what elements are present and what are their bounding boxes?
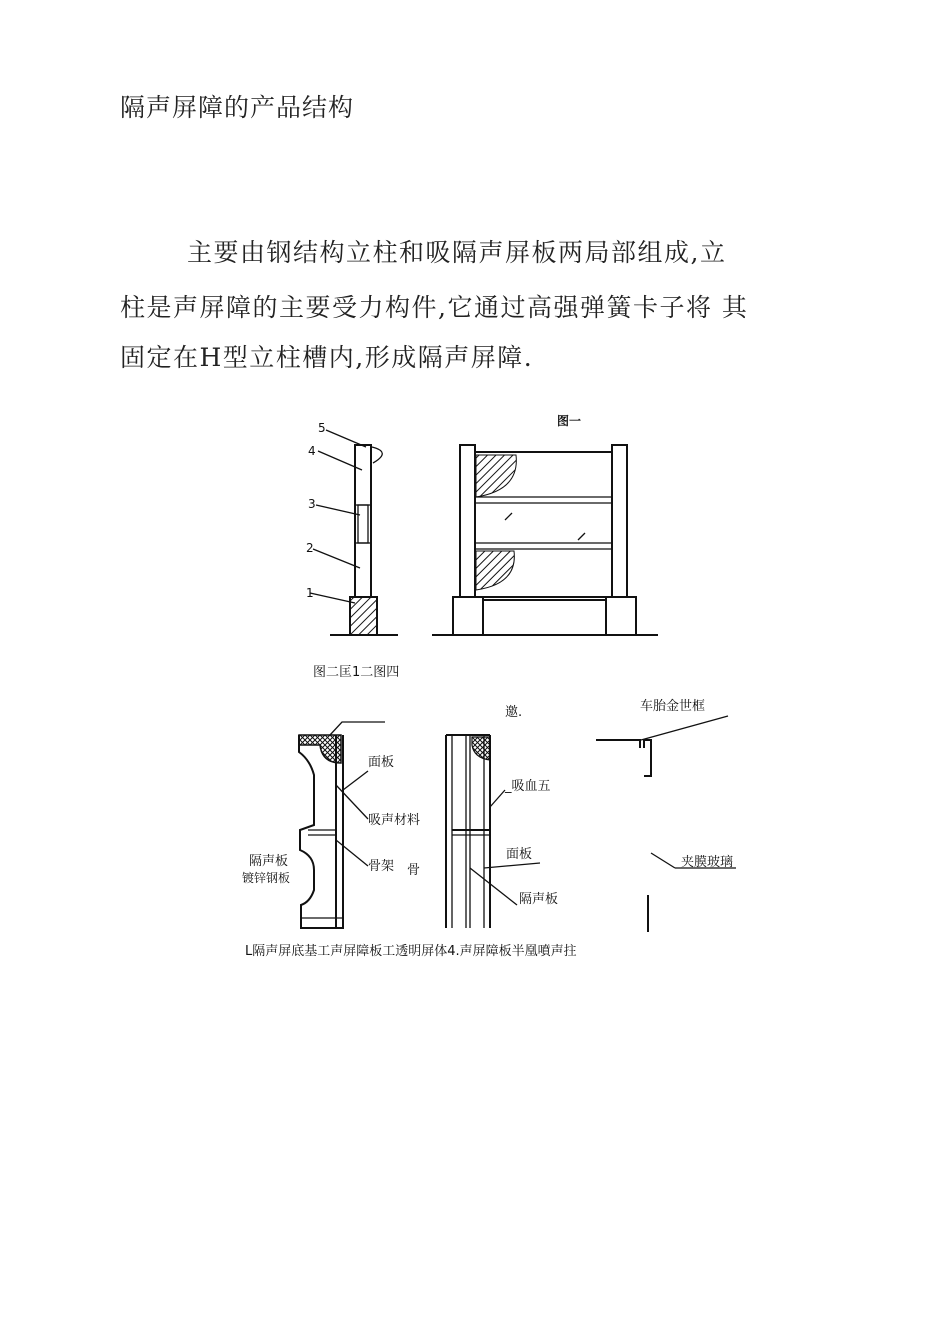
label-face-panel-left: 面板 <box>368 755 395 770</box>
label-frame-mark: 骨 <box>407 863 421 878</box>
callout-number-1: 1 <box>306 586 314 600</box>
label-sound-board-middle: 隔声板 <box>519 892 559 907</box>
section-heading: 隔声屏障的产品结构 <box>120 93 355 122</box>
top-figure-caption: 图二匡1二图四 <box>313 665 400 680</box>
paragraph-line-1: 主要由钢结构立柱和吸隔声屏板两局部组成,立 <box>187 238 727 267</box>
label-galvanized-steel: 镀锌钢板 <box>242 871 291 885</box>
side-view-post <box>310 430 398 635</box>
callout-number-3: 3 <box>308 497 316 511</box>
label-rubber-frame: 车胎金世框 <box>640 699 706 714</box>
label-absorb-middle: _吸血五 <box>505 779 551 794</box>
label-face-panel-middle: 面板 <box>506 847 533 862</box>
panel-section-right <box>596 716 736 932</box>
bottom-figure-caption: L隔声屏底基工声屏障板工透明屏体4.声屏障板半凰噴声拄 <box>245 944 577 959</box>
paragraph-line-2: 柱是声屏障的主要受力构件,它通过高强弹簧卡子将 其 <box>120 293 749 322</box>
label-sound-board-side: 隔声板 <box>249 854 289 869</box>
label-frame: 骨架 <box>368 859 395 874</box>
callout-number-5: 5 <box>318 421 326 435</box>
label-laminated-glass: 夹膜玻璃 <box>681 855 734 870</box>
paragraph-line-3: 固定在H型立柱槽内,形成隔声屏障. <box>120 343 534 372</box>
figure-one-title: 图一 <box>557 414 582 428</box>
label-absorb-material: 吸声材料 <box>368 813 421 828</box>
label-top-mark: 邀. <box>505 705 523 720</box>
callout-number-2: 2 <box>306 541 314 555</box>
callout-number-4: 4 <box>308 444 316 458</box>
front-elevation <box>432 445 658 635</box>
